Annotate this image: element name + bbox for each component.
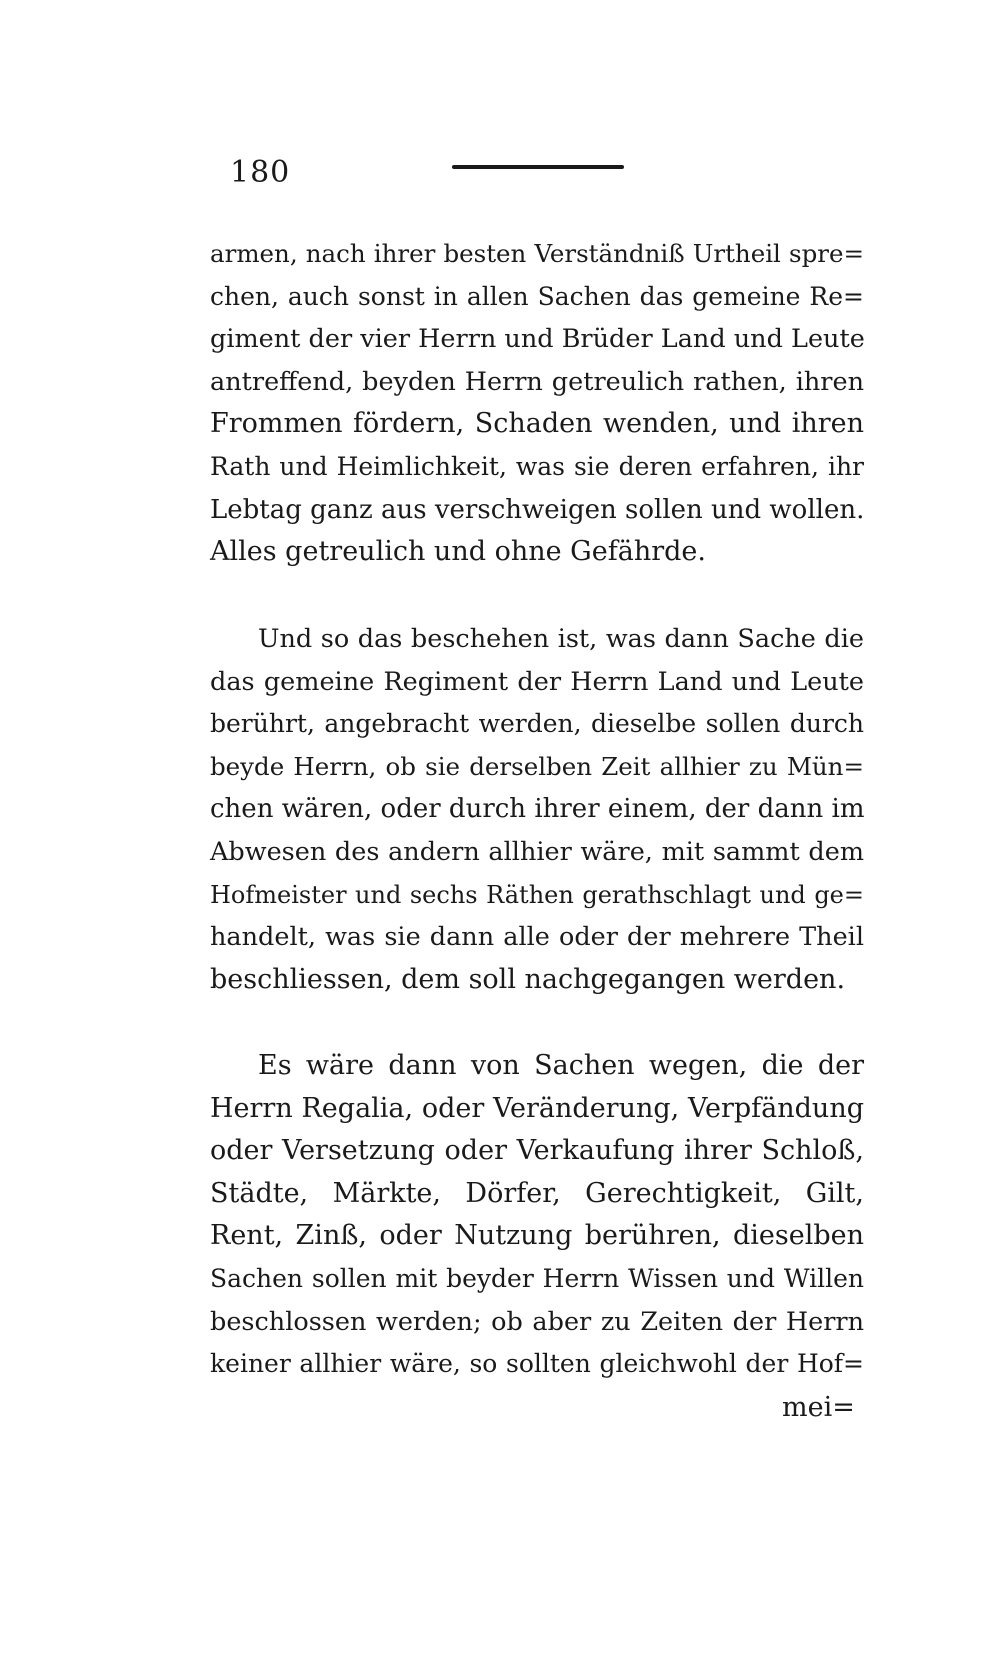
text-line: Rath und Heimlichkeit, was sie deren erfahren, ihr (210, 451, 864, 481)
text-line: chen, auch sonst in allen Sachen das gemeine Re= (210, 281, 864, 311)
text-line: armen, nach ihrer besten Verständniß Urtheil spre= (210, 239, 864, 268)
text-line: oder Versetzung oder Verkaufung ihrer Schloß, (210, 1135, 864, 1167)
text-line: beschlossen werden; ob aber zu Zeiten der Herrn (210, 1306, 864, 1337)
text-line: keiner allhier wäre, so sollten gleichwohl der Hof= (210, 1349, 864, 1379)
text-line: Hofmeister und sechs Räthen gerathschlagt und ge= (210, 880, 864, 909)
text-line: Sachen sollen mit beyder Herrn Wissen und Willen (210, 1263, 864, 1293)
text-line: giment der vier Herrn und Brüder Land und Leute (210, 324, 865, 355)
text-line: Alles getreulich und ohne Gefährde. (210, 536, 706, 568)
paragraph-2 (210, 618, 864, 1001)
text-line: beyde Herrn, ob sie derselben Zeit allhier zu Mün= (210, 751, 864, 781)
paragraph-3 (210, 1045, 864, 1386)
text-line: chen wären, oder durch ihrer einem, der dann im (210, 794, 865, 825)
header-rule (452, 165, 624, 169)
text-line: Rent, Zinß, oder Nutzung berühren, dieselben (210, 1220, 864, 1252)
text-line: Abwesen des andern allhier wäre, mit sammt dem (210, 836, 864, 867)
text-line: Städte, Märkte, Dörfer, Gerechtigkeit, Gilt, (210, 1177, 864, 1209)
text-line: Es wäre dann von Sachen wegen, die der (258, 1050, 864, 1081)
text-line: berührt, angebracht werden, dieselbe sollen durch (210, 709, 864, 739)
text-line: Lebtag ganz aus verschweigen sollen und wollen. (210, 494, 865, 525)
text-line: handelt, was sie dann alle oder der mehrere Theil (210, 922, 864, 953)
text-line: Und so das beschehen ist, was dann Sache die (258, 624, 864, 654)
page-number: 180 (230, 155, 291, 190)
text-line: Herrn Regalia, oder Veränderung, Verpfändung (210, 1092, 864, 1124)
text-line: beschliessen, dem soll nachgegangen werden. (210, 963, 846, 995)
catchword: mei= (782, 1392, 855, 1423)
text-line: das gemeine Regiment der Herrn Land und Leute (210, 666, 864, 697)
paragraph-1 (210, 233, 864, 574)
text-line: antreffend, beyden Herrn getreulich rathen, ihren (210, 366, 864, 397)
text-line: Frommen fördern, Schaden wenden, und ihren (210, 408, 864, 440)
